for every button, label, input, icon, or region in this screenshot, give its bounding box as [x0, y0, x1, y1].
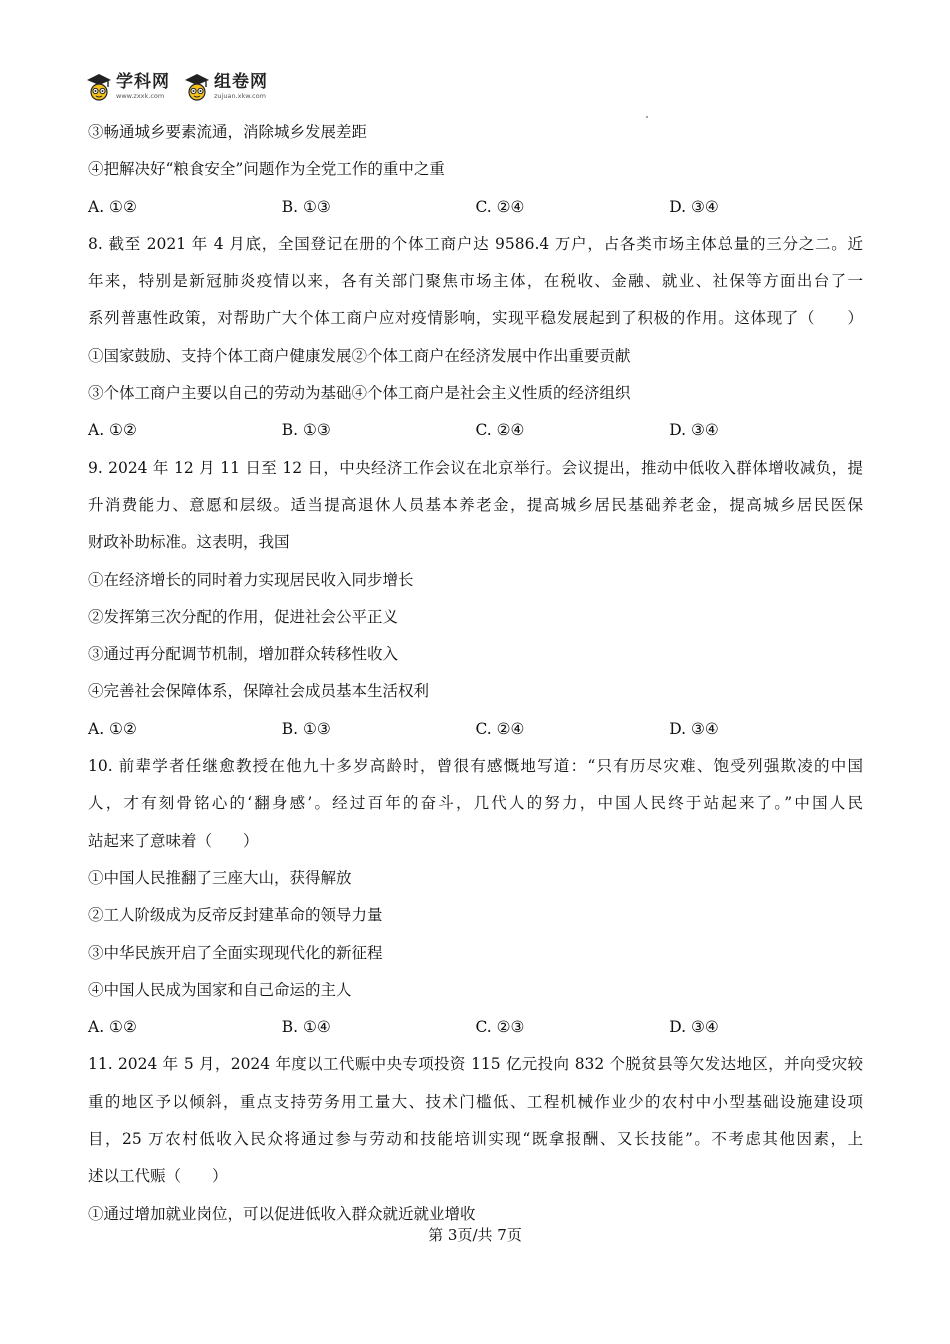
header-logos [86, 70, 268, 104]
q11-stem-line: 目，25 万农村低收入民众将通过参与劳动和技能培训实现“既拿报酬、又长技能”。不考虑其他因素，上 [88, 1130, 863, 1149]
q10-item: ③中华民族开启了全面实现现代化的新征程 [88, 943, 383, 962]
q10-item: ②工人阶级成为反帝反封建革命的领导力量 [88, 906, 383, 925]
q8-option-c[interactable]: C. ②④ [475, 421, 525, 440]
q9-stem-line: 9. 2024 年 12 月 11 日至 12 日，中央经济工作会议在北京举行。会议提出，推动中低收入群体增收减负，提 [88, 458, 863, 477]
graduate-cap-icon [86, 73, 112, 101]
q10-stem-line: 人，才有刻骨铭心的‘翻身感’。经过百年的奋斗，几代人的努力，中国人民终于站起来了。”中国人民 [88, 794, 863, 813]
q7-option-a[interactable]: A. ①② [88, 197, 137, 216]
q7-options [88, 189, 863, 226]
q9-option-a[interactable]: A. ①② [88, 719, 137, 738]
q10-item: ④中国人民成为国家和自己命运的主人 [88, 980, 352, 999]
q9-option-c[interactable]: C. ②④ [475, 719, 525, 738]
q9-options [88, 711, 863, 748]
q9-item: ③通过再分配调节机制，增加群众转移性收入 [88, 645, 399, 664]
q8-item: ③个体工商户主要以自己的劳动为基础④个体工商户是社会主义性质的经济组织 [88, 384, 631, 403]
zxxk-logo[interactable] [86, 73, 170, 101]
q10-options [88, 1009, 863, 1046]
q9-item: ②发挥第三次分配的作用，促进社会公平正义 [88, 607, 399, 626]
q8-stem-line: 年来，特别是新冠肺炎疫情以来，各有关部门聚焦市场主体，在税收、金融、就业、社保等方面出台了一 [88, 272, 863, 291]
q10-option-d[interactable]: D. ③④ [669, 1018, 719, 1037]
page-number: 第 3页/共 7页 [428, 1226, 522, 1244]
q7-option-b[interactable]: B. ①③ [281, 197, 331, 216]
zujuan-logo-url: zujuan.xkw.com [214, 92, 266, 101]
q7-option-c[interactable]: C. ②④ [475, 197, 525, 216]
q10-option-a[interactable]: A. ①② [88, 1018, 137, 1037]
q11-stem-line: 重的地区予以倾斜，重点支持劳务用工量大、技术门槛低、工程机械作业少的农村中小型基础设施建设项 [88, 1092, 863, 1111]
q8-option-a[interactable]: A. ①② [88, 421, 137, 440]
q10-option-b[interactable]: B. ①④ [281, 1018, 331, 1037]
q8-options [88, 412, 863, 449]
zujuan-logo[interactable] [184, 73, 268, 101]
q10-stem-line: 10. 前辈学者任继愈教授在他九十多岁高龄时，曾很有感慨地写道：“只有历尽灾难、饱受列强欺凌的中国 [88, 757, 863, 776]
zujuan-logo-name: 组卷网 [214, 72, 268, 93]
q7-item-4: ④把解决好“粮食安全”问题作为全党工作的重中之重 [88, 160, 445, 179]
graduate-cap-icon [184, 73, 210, 101]
q9-stem-line: 升消费能力、意愿和层级。适当提高退休人员基本养老金，提高城乡居民基础养老金，提高城乡居民医保 [88, 495, 863, 514]
q10-item: ①中国人民推翻了三座大山，获得解放 [88, 868, 352, 887]
zxxk-logo-name: 学科网 [116, 72, 170, 93]
q7-item-3: ③畅通城乡要素流通，消除城乡发展差距 [88, 123, 368, 141]
q7-option-d[interactable]: D. ③④ [669, 197, 719, 216]
q8-stem-line: 8. 截至 2021 年 4 月底，全国登记在册的个体工商户达 9586.4 万户，占各类市场主体总量的三分之二。近 [88, 234, 863, 253]
q9-option-b[interactable]: B. ①③ [281, 719, 331, 738]
q8-option-d[interactable]: D. ③④ [669, 421, 719, 440]
q8-stem-line: 系列普惠性政策，对帮助广大个体工商户应对疫情影响，实现平稳发展起到了积极的作用。这体现了（ ） [88, 309, 863, 328]
q11-stem-line: 述以工代赈（ ） [88, 1167, 228, 1186]
question-content [88, 114, 863, 1233]
q11-item: ①通过增加就业岗位，可以促进低收入群众就近就业增收 [88, 1204, 476, 1223]
q9-item: ④完善社会保障体系，保障社会成员基本生活权利 [88, 682, 430, 701]
q9-item: ①在经济增长的同时着力实现居民收入同步增长 [88, 570, 414, 589]
zxxk-logo-url: www.zxxk.com [116, 92, 165, 101]
q8-option-b[interactable]: B. ①③ [281, 421, 331, 440]
q11-stem-line: 11. 2024 年 5 月，2024 年度以工代赈中央专项投资 115 亿元投向 832 个脱贫县等欠发达地区，并向受灾较 [88, 1055, 863, 1074]
q8-item: ①国家鼓励、支持个体工商户健康发展②个体工商户在经济发展中作出重要贡献 [88, 346, 631, 365]
q9-stem-line: 财政补助标准。这表明，我国 [88, 533, 290, 552]
q9-option-d[interactable]: D. ③④ [669, 719, 719, 738]
q10-option-c[interactable]: C. ②③ [475, 1018, 525, 1037]
q10-stem-line: 站起来了意味着（ ） [88, 831, 259, 850]
